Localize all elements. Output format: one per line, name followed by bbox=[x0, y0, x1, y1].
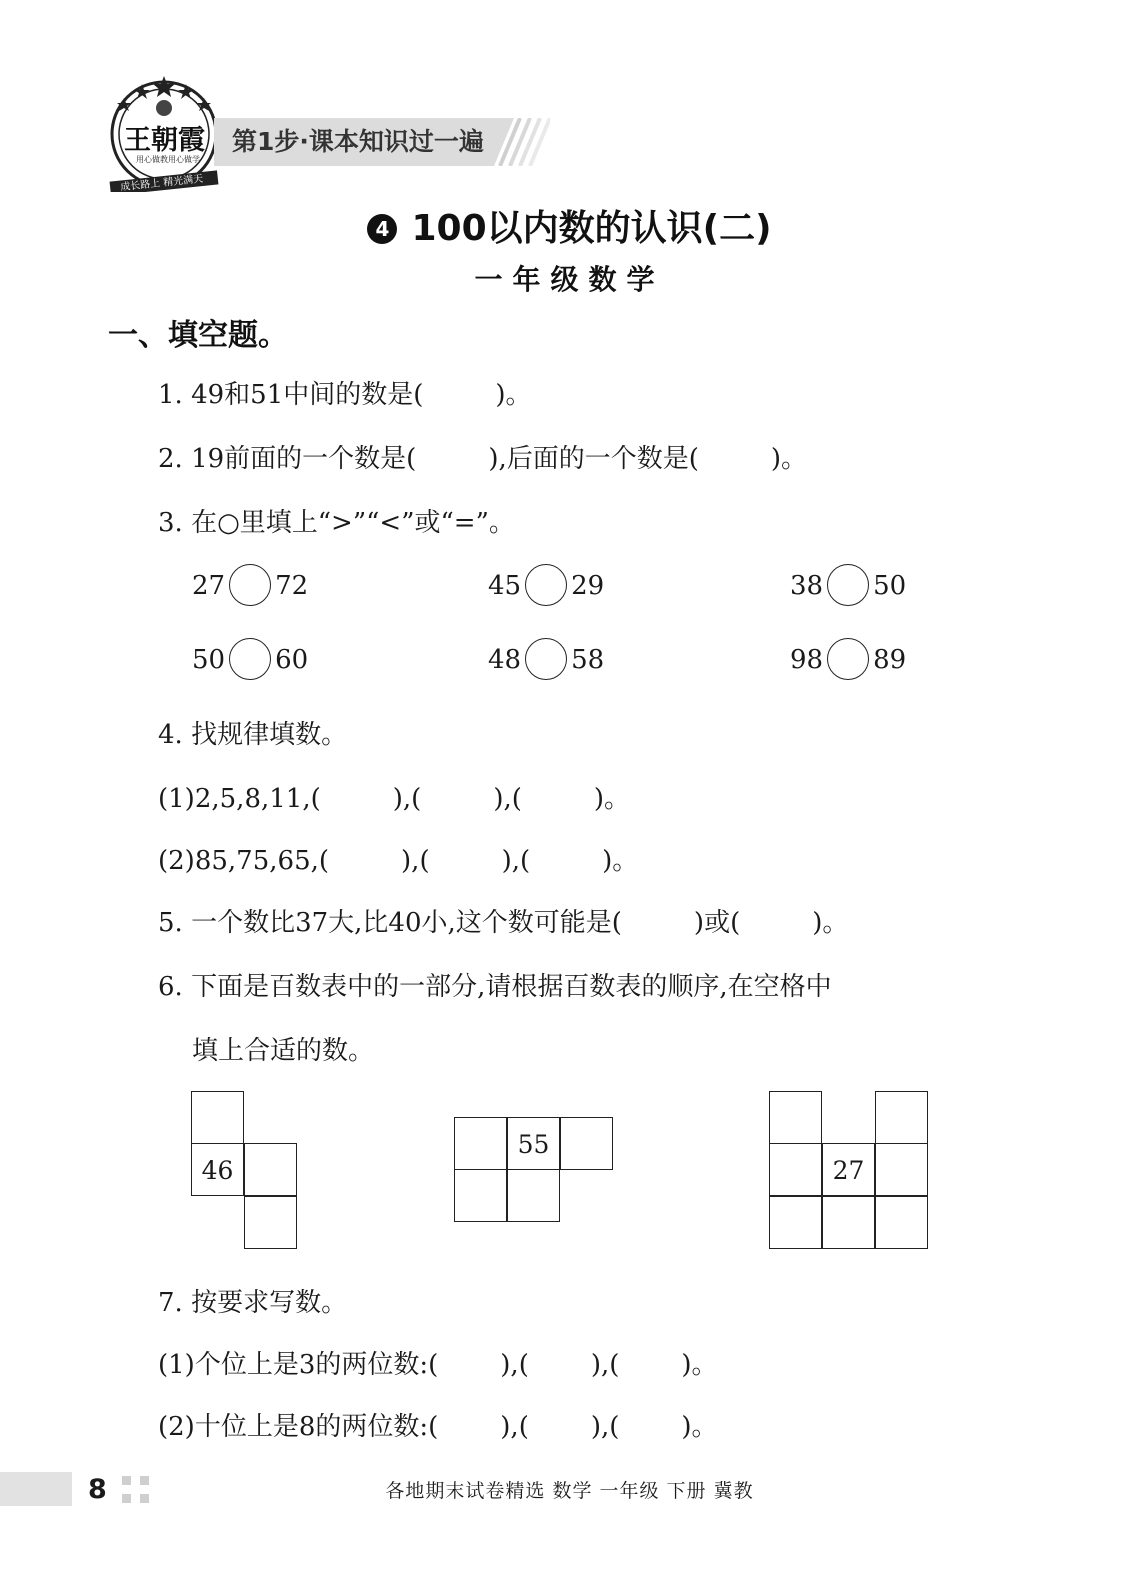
page-title bbox=[0, 200, 1139, 251]
compare-item bbox=[488, 640, 604, 682]
q2-text: 2. 19前面的一个数是( bbox=[158, 444, 417, 474]
compare-right: 58 bbox=[571, 645, 605, 675]
title-text: 100以内数的认识(二) bbox=[411, 208, 772, 249]
question-2 bbox=[158, 438, 807, 475]
question-4: 4. 找规律填数。 bbox=[158, 720, 348, 750]
publisher-logo bbox=[104, 72, 224, 192]
section-heading: 一、填空题。 bbox=[108, 318, 288, 353]
compare-item bbox=[488, 566, 604, 608]
table-cell[interactable] bbox=[191, 1091, 244, 1144]
compare-circle[interactable] bbox=[229, 564, 271, 606]
table-cell-given: 55 bbox=[507, 1117, 560, 1170]
q7-1-text: (1)个位上是3的两位数:( bbox=[158, 1350, 439, 1380]
compare-circle[interactable] bbox=[827, 564, 869, 606]
table-cell[interactable] bbox=[560, 1117, 613, 1170]
question-6-line-2: 填上合适的数。 bbox=[192, 1036, 375, 1066]
compare-left: 48 bbox=[488, 645, 522, 675]
compare-circle[interactable] bbox=[827, 638, 869, 680]
q4-1-sep: ),( bbox=[493, 784, 522, 814]
question-5 bbox=[158, 902, 848, 939]
q7-2-sep: ),( bbox=[500, 1412, 529, 1442]
q7-1-end: )。 bbox=[681, 1350, 718, 1380]
q4-1-end: )。 bbox=[593, 784, 631, 814]
compare-item bbox=[192, 640, 308, 682]
table-cell[interactable] bbox=[875, 1196, 928, 1249]
table-cell-given: 27 bbox=[822, 1143, 875, 1196]
compare-item bbox=[192, 566, 308, 608]
q5-text-mid: )或( bbox=[693, 908, 741, 938]
q5-text-end: )。 bbox=[812, 908, 849, 938]
q7-1-sep: ),( bbox=[590, 1350, 620, 1380]
table-cell[interactable] bbox=[454, 1117, 507, 1170]
compare-circle[interactable] bbox=[525, 638, 567, 680]
q4-1-sep: ),( bbox=[392, 784, 422, 814]
q7-1-sep: ),( bbox=[500, 1350, 529, 1380]
question-7: 7. 按要求写数。 bbox=[158, 1288, 348, 1318]
q5-text: 5. 一个数比37大,比40小,这个数可能是( bbox=[158, 908, 622, 938]
compare-right: 50 bbox=[873, 571, 907, 601]
q4-2-text: (2)85,75,65,( bbox=[158, 846, 330, 876]
table-cell-given: 46 bbox=[191, 1143, 244, 1196]
table-cell[interactable] bbox=[454, 1169, 507, 1222]
compare-circle[interactable] bbox=[229, 638, 271, 680]
table-cell[interactable] bbox=[822, 1196, 875, 1249]
logo-ribbon-text: 成长路上 精光满天 bbox=[119, 173, 204, 194]
q7-2-sep: ),( bbox=[590, 1412, 620, 1442]
q7-2-end: )。 bbox=[681, 1412, 718, 1442]
q4-2-sep: ),( bbox=[401, 846, 430, 876]
table-cell[interactable] bbox=[769, 1091, 822, 1144]
q4-2-end: )。 bbox=[602, 846, 639, 876]
question-7-part-1 bbox=[158, 1344, 718, 1381]
table-cell[interactable] bbox=[244, 1196, 297, 1249]
question-4-part-1 bbox=[158, 778, 630, 815]
compare-left: 45 bbox=[488, 571, 522, 601]
question-7-part-2 bbox=[158, 1406, 718, 1443]
compare-left: 27 bbox=[192, 571, 226, 601]
q1-text: 1. 49和51中间的数是( bbox=[158, 380, 424, 410]
compare-left: 98 bbox=[790, 645, 824, 675]
question-1 bbox=[158, 374, 532, 411]
title-badge: 4 bbox=[367, 214, 397, 244]
page-number: 8 bbox=[88, 1474, 107, 1505]
logo-name: 王朝霞 bbox=[124, 125, 205, 156]
question-3: 3. 在○里填上“>”“<”或“=”。 bbox=[158, 508, 515, 538]
compare-left: 38 bbox=[790, 571, 824, 601]
compare-right: 29 bbox=[571, 571, 605, 601]
table-cell[interactable] bbox=[507, 1169, 560, 1222]
compare-right: 60 bbox=[275, 645, 309, 675]
compare-left: 50 bbox=[192, 645, 226, 675]
compare-item bbox=[790, 640, 906, 682]
q2-text-end: )。 bbox=[770, 444, 808, 474]
compare-item bbox=[790, 566, 906, 608]
table-cell[interactable] bbox=[769, 1196, 822, 1249]
q1-text-end: )。 bbox=[495, 380, 532, 410]
q4-1-text: (1)2,5,8,11,( bbox=[158, 784, 321, 814]
q4-2-sep: ),( bbox=[501, 846, 531, 876]
compare-right: 72 bbox=[275, 571, 309, 601]
q7-2-text: (2)十位上是8的两位数:( bbox=[158, 1412, 439, 1442]
compare-circle[interactable] bbox=[525, 564, 567, 606]
compare-right: 89 bbox=[873, 645, 907, 675]
table-cell[interactable] bbox=[875, 1143, 928, 1196]
table-cell[interactable] bbox=[875, 1091, 928, 1144]
footer-book-info: 各地期末试卷精选 数学 一年级 下册 冀教 bbox=[385, 1480, 754, 1502]
logo-motto-left: 用心做教 bbox=[136, 155, 168, 164]
step-label: 第1步·课本知识过一遍 bbox=[232, 127, 484, 156]
page-subtitle: 一年级数学 bbox=[474, 263, 665, 296]
question-6-line-1: 6. 下面是百数表中的一部分,请根据百数表的顺序,在空格中 bbox=[158, 972, 832, 1002]
table-cell[interactable] bbox=[244, 1143, 297, 1196]
q2-text-mid: ),后面的一个数是( bbox=[488, 444, 699, 474]
question-4-part-2 bbox=[158, 840, 638, 877]
logo-motto-right: 用心做学 bbox=[168, 155, 200, 164]
table-cell[interactable] bbox=[769, 1143, 822, 1196]
